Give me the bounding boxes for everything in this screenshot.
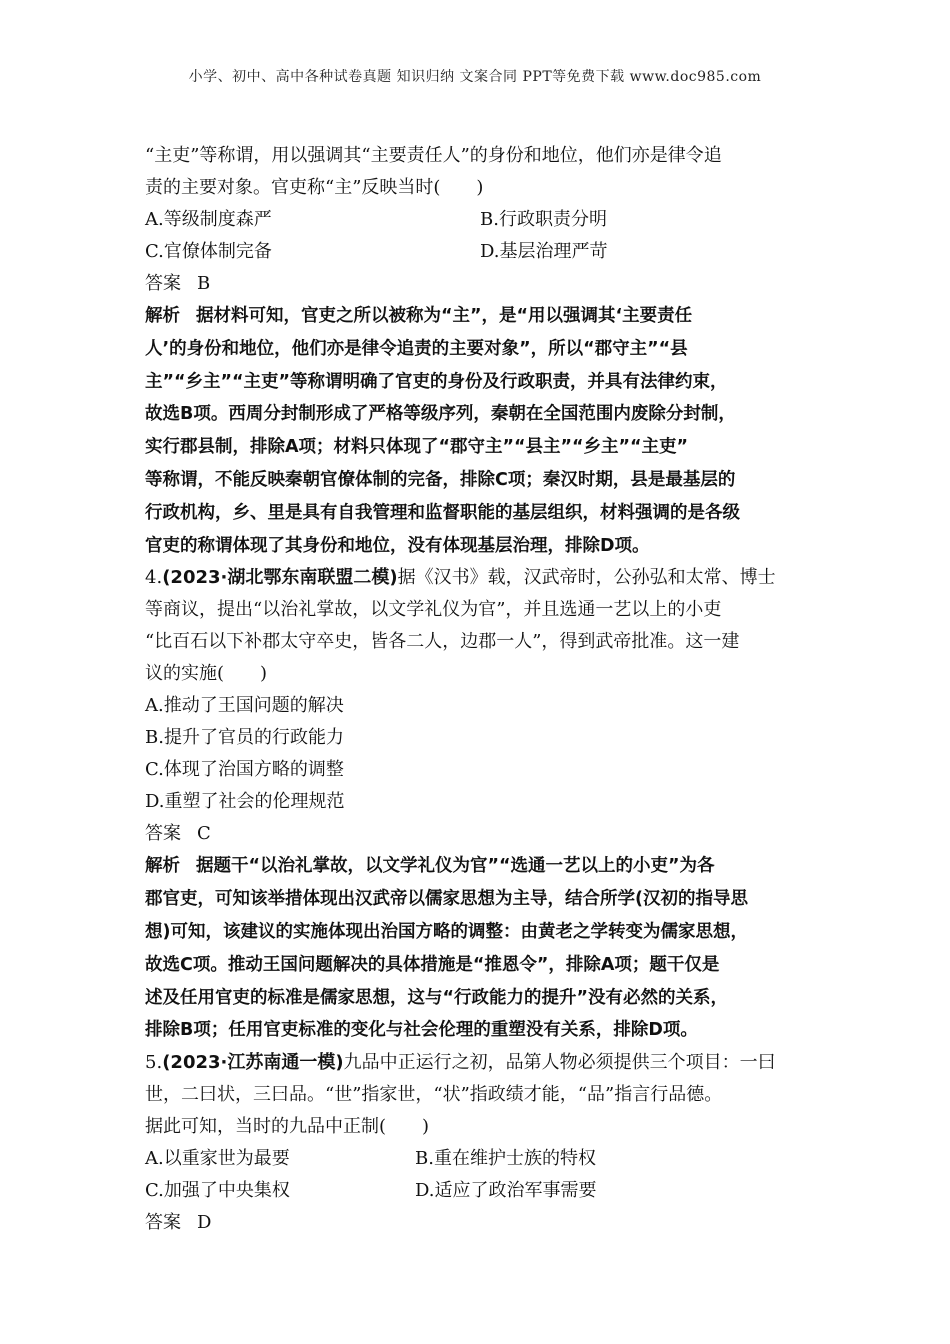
- question-stem-line: 世，二曰状，三曰品。“世”指家世，“状”指政绩才能，“品”指言行品德。: [145, 1084, 723, 1106]
- option-b: B.行政职责分明: [480, 209, 607, 230]
- analysis-line: 实行郡县制，排除A项；材料只体现了“郡守主”“县主”“乡主”“主吏”: [145, 437, 689, 458]
- answer-value: B: [197, 273, 211, 294]
- answer-label: 答案: [145, 273, 181, 294]
- analysis-line: 想)可知，该建议的实施体现出治国方略的调整：由黄老之学转变为儒家思想，: [145, 921, 748, 942]
- question-stem-line: “主吏”等称谓，用以强调其“主要责任人”的身份和地位，他们亦是律令追: [145, 145, 722, 166]
- options-row: [145, 1175, 825, 1207]
- option-a: A.推动了王国问题的解决: [145, 695, 344, 717]
- question-stem-line: 等商议，提出“以治礼掌故，以文学礼仪为官”，并且选通一艺以上的小吏: [145, 599, 722, 621]
- analysis-line: 人’的身份和地位，他们亦是律令追责的主要对象”，所以“郡守主”“县: [145, 338, 688, 359]
- analysis-block: [145, 850, 825, 1047]
- answer-line: [145, 268, 825, 300]
- question-source: (2023·江苏南通一模): [162, 1052, 344, 1074]
- analysis-line: 排除B项；任用官吏标准的变化与社会伦理的重塑没有关系，排除D项。: [145, 1020, 698, 1041]
- option-c: C.官僚体制完备: [145, 241, 272, 262]
- analysis-line: 官吏的称谓体现了其身份和地位，没有体现基层治理，排除D项。: [145, 535, 650, 556]
- analysis-line: 郡官吏，可知该举措体现出汉武帝以儒家思想为主导，结合所学(汉初的指导思: [145, 889, 748, 910]
- analysis-line: 述及任用官吏的标准是儒家思想，这与“行政能力的提升”没有必然的关系，: [145, 987, 729, 1008]
- options-row: [145, 236, 825, 268]
- answer-line: [145, 1207, 825, 1239]
- analysis-line: 故选C项。推动王国问题解决的具体措施是“推恩令”，排除A项；题干仅是: [145, 954, 720, 975]
- question-stem-line: “比百石以下补郡太守卒史，皆各二人，边郡一人”，得到武帝批准。这一建: [145, 631, 740, 653]
- answer-value: D: [197, 1212, 212, 1234]
- option-a: A.以重家世为最要: [145, 1148, 290, 1170]
- question-3: [145, 140, 825, 562]
- answer-line: [145, 818, 825, 850]
- analysis-line: 等称谓，不能反映秦朝官僚体制的完备，排除C项；秦汉时期，县是最基层的: [145, 469, 736, 490]
- options-row: [145, 204, 825, 236]
- option-c: C.体现了治国方略的调整: [145, 759, 344, 781]
- answer-label: 答案: [145, 1212, 181, 1234]
- document-body: [145, 140, 825, 1239]
- question-stem-line: 责的主要对象。官吏称“主”反映当时( ): [145, 177, 484, 198]
- analysis-block: [145, 300, 825, 562]
- options-row: [145, 1143, 825, 1175]
- question-stem-line: 议的实施( ): [145, 663, 268, 685]
- option-d: D.重塑了社会的伦理规范: [145, 791, 345, 813]
- question-number: 5.: [145, 1052, 163, 1074]
- analysis-label: 解析: [145, 306, 180, 326]
- question-stem-line: 5.(2023·江苏南通一模)九品中正运行之初，品第人物必须提供三个项目：一曰: [145, 1052, 776, 1074]
- question-5: [145, 1047, 825, 1239]
- question-number: 4.: [145, 567, 163, 589]
- option-a: A.等级制度森严: [145, 209, 272, 230]
- analysis-line: 故选B项。西周分封制形成了严格等级序列，秦朝在全国范围内废除分封制，: [145, 404, 736, 425]
- analysis-line: 主”“乡主”“主吏”等称谓明确了官吏的身份及行政职责，并具有法律约束，: [145, 371, 728, 392]
- option-b: B.重在维护士族的特权: [415, 1148, 596, 1170]
- option-d: D.适应了政治军事需要: [415, 1180, 597, 1202]
- answer-value: C: [197, 823, 211, 845]
- question-stem-line: 4.(2023·湖北鄂东南联盟二模)据《汉书》载，汉武帝时，公孙弘和太常、博士: [145, 567, 776, 589]
- analysis-label: 解析: [145, 856, 180, 877]
- answer-label: 答案: [145, 823, 181, 845]
- analysis-line: 解析 据材料可知，官吏之所以被称为“主”，是“用以强调其‘主要责任: [145, 300, 825, 333]
- analysis-line: 行政机构，乡、里是具有自我管理和监督职能的基层组织，材料强调的是各级: [145, 502, 740, 523]
- option-d: D.基层治理严苛: [480, 241, 608, 262]
- question-source: (2023·湖北鄂东南联盟二模): [162, 567, 398, 589]
- question-4: [145, 562, 825, 1047]
- page-header: 小学、初中、高中各种试卷真题 知识归纳 文案合同 PPT等免费下载 www.doc985.com: [188, 69, 762, 85]
- analysis-line: 解析 据题干“以治礼掌故，以文学礼仪为官”“选通一艺以上的小吏”为各: [145, 850, 825, 883]
- question-stem-line: 据此可知，当时的九品中正制( ): [145, 1116, 430, 1138]
- option-b: B.提升了官员的行政能力: [145, 727, 344, 749]
- option-c: C.加强了中央集权: [145, 1180, 290, 1202]
